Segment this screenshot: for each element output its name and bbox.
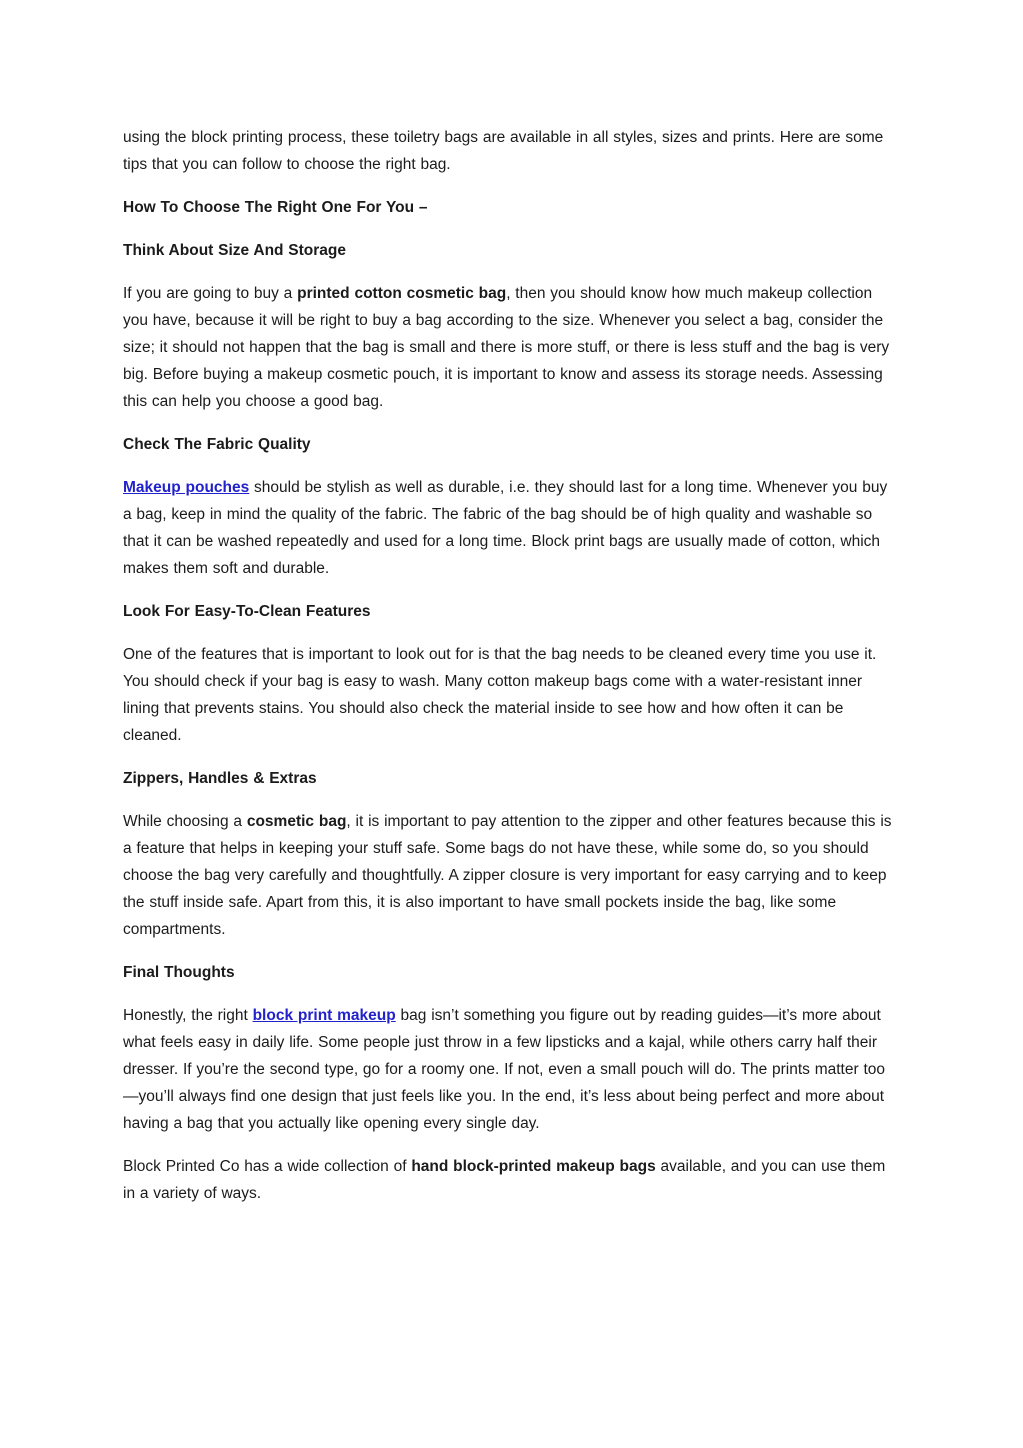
paragraph (123, 1002, 897, 1137)
document-body (123, 124, 897, 1207)
text-run: While choosing a (123, 813, 247, 830)
text-run: How To Choose The Right One For You – (123, 199, 428, 216)
text-run: available, and you can use them in a variety of ways. (123, 1158, 886, 1202)
section-heading (123, 598, 897, 625)
section-heading (123, 194, 897, 221)
paragraph (123, 1153, 897, 1207)
text-run: hand block-printed makeup bags (411, 1158, 656, 1175)
inline-link[interactable]: Makeup pouches (123, 479, 250, 496)
paragraph (123, 808, 897, 943)
text-run: , it is important to pay attention to the zipper and other features because this is a feature that helps in keeping your stuff safe. Some bags do not have these, while some do, so you should choose the bag very carefully and thoughtfully. A zipper closure is very important for easy carrying and to keep the stuff inside safe. Apart from this, it is also important to have small pockets inside the bag, like some compartments. (123, 813, 892, 938)
text-run: using the block printing process, these toiletry bags are available in all styles, sizes and prints. Here are some tips that you can follow to choose the right bag. (123, 129, 884, 173)
section-heading (123, 237, 897, 264)
paragraph (123, 124, 897, 178)
text-run: bag isn’t something you figure out by reading guides—it’s more about what feels easy in daily life. Some people just throw in a few lipsticks and a kajal, while others carry half their dresser. If you’re the second type, go for a roomy one. If not, even a small pouch will do. The prints matter too—you’ll always find one design that just feels like you. In the end, it’s less about being perfect and more about having a bag that you actually like opening every single day. (123, 1007, 885, 1132)
text-run: should be stylish as well as durable, i.e. they should last for a long time. Whenever you buy a bag, keep in mind the quality of the fabric. The fabric of the bag should be of high quality and washable so that it can be washed repeatedly and used for a long time. Block print bags are usually made of cotton, which makes them soft and durable. (123, 479, 888, 577)
text-run: Zippers, Handles & Extras (123, 770, 317, 787)
text-run: printed cotton cosmetic bag (297, 285, 507, 302)
text-run: , then you should know how much makeup collection you have, because it will be right to buy a bag according to the size. Whenever you select a bag, consider the size; it should not happen that the bag is small and there is more stuff, or there is less stuff and the bag is very big. Before buying a makeup cosmetic pouch, it is important to know and assess its storage needs. Assessing this can help you choose a good bag. (123, 285, 890, 410)
section-heading (123, 959, 897, 986)
text-run: cosmetic bag (246, 813, 347, 830)
text-run: Final Thoughts (123, 964, 235, 981)
paragraph (123, 474, 897, 582)
text-run: Look For Easy-To-Clean Features (123, 603, 371, 620)
text-run: Honestly, the right (123, 1007, 253, 1024)
paragraph (123, 280, 897, 415)
text-run: Think About Size And Storage (123, 242, 347, 259)
text-run: One of the features that is important to look out for is that the bag needs to be cleaned every time you use it. You should check if your bag is easy to wash. Many cotton makeup bags come with a water-resistant inner lining that prevents stains. You should also check the material inside to see how and how often it can be cleaned. (123, 646, 877, 744)
section-heading (123, 765, 897, 792)
text-run: If you are going to buy a (123, 285, 298, 302)
text-run: Check The Fabric Quality (123, 436, 311, 453)
text-run: Block Printed Co has a wide collection of (123, 1158, 412, 1175)
inline-link[interactable]: block print makeup (252, 1007, 396, 1024)
paragraph (123, 641, 897, 749)
section-heading (123, 431, 897, 458)
